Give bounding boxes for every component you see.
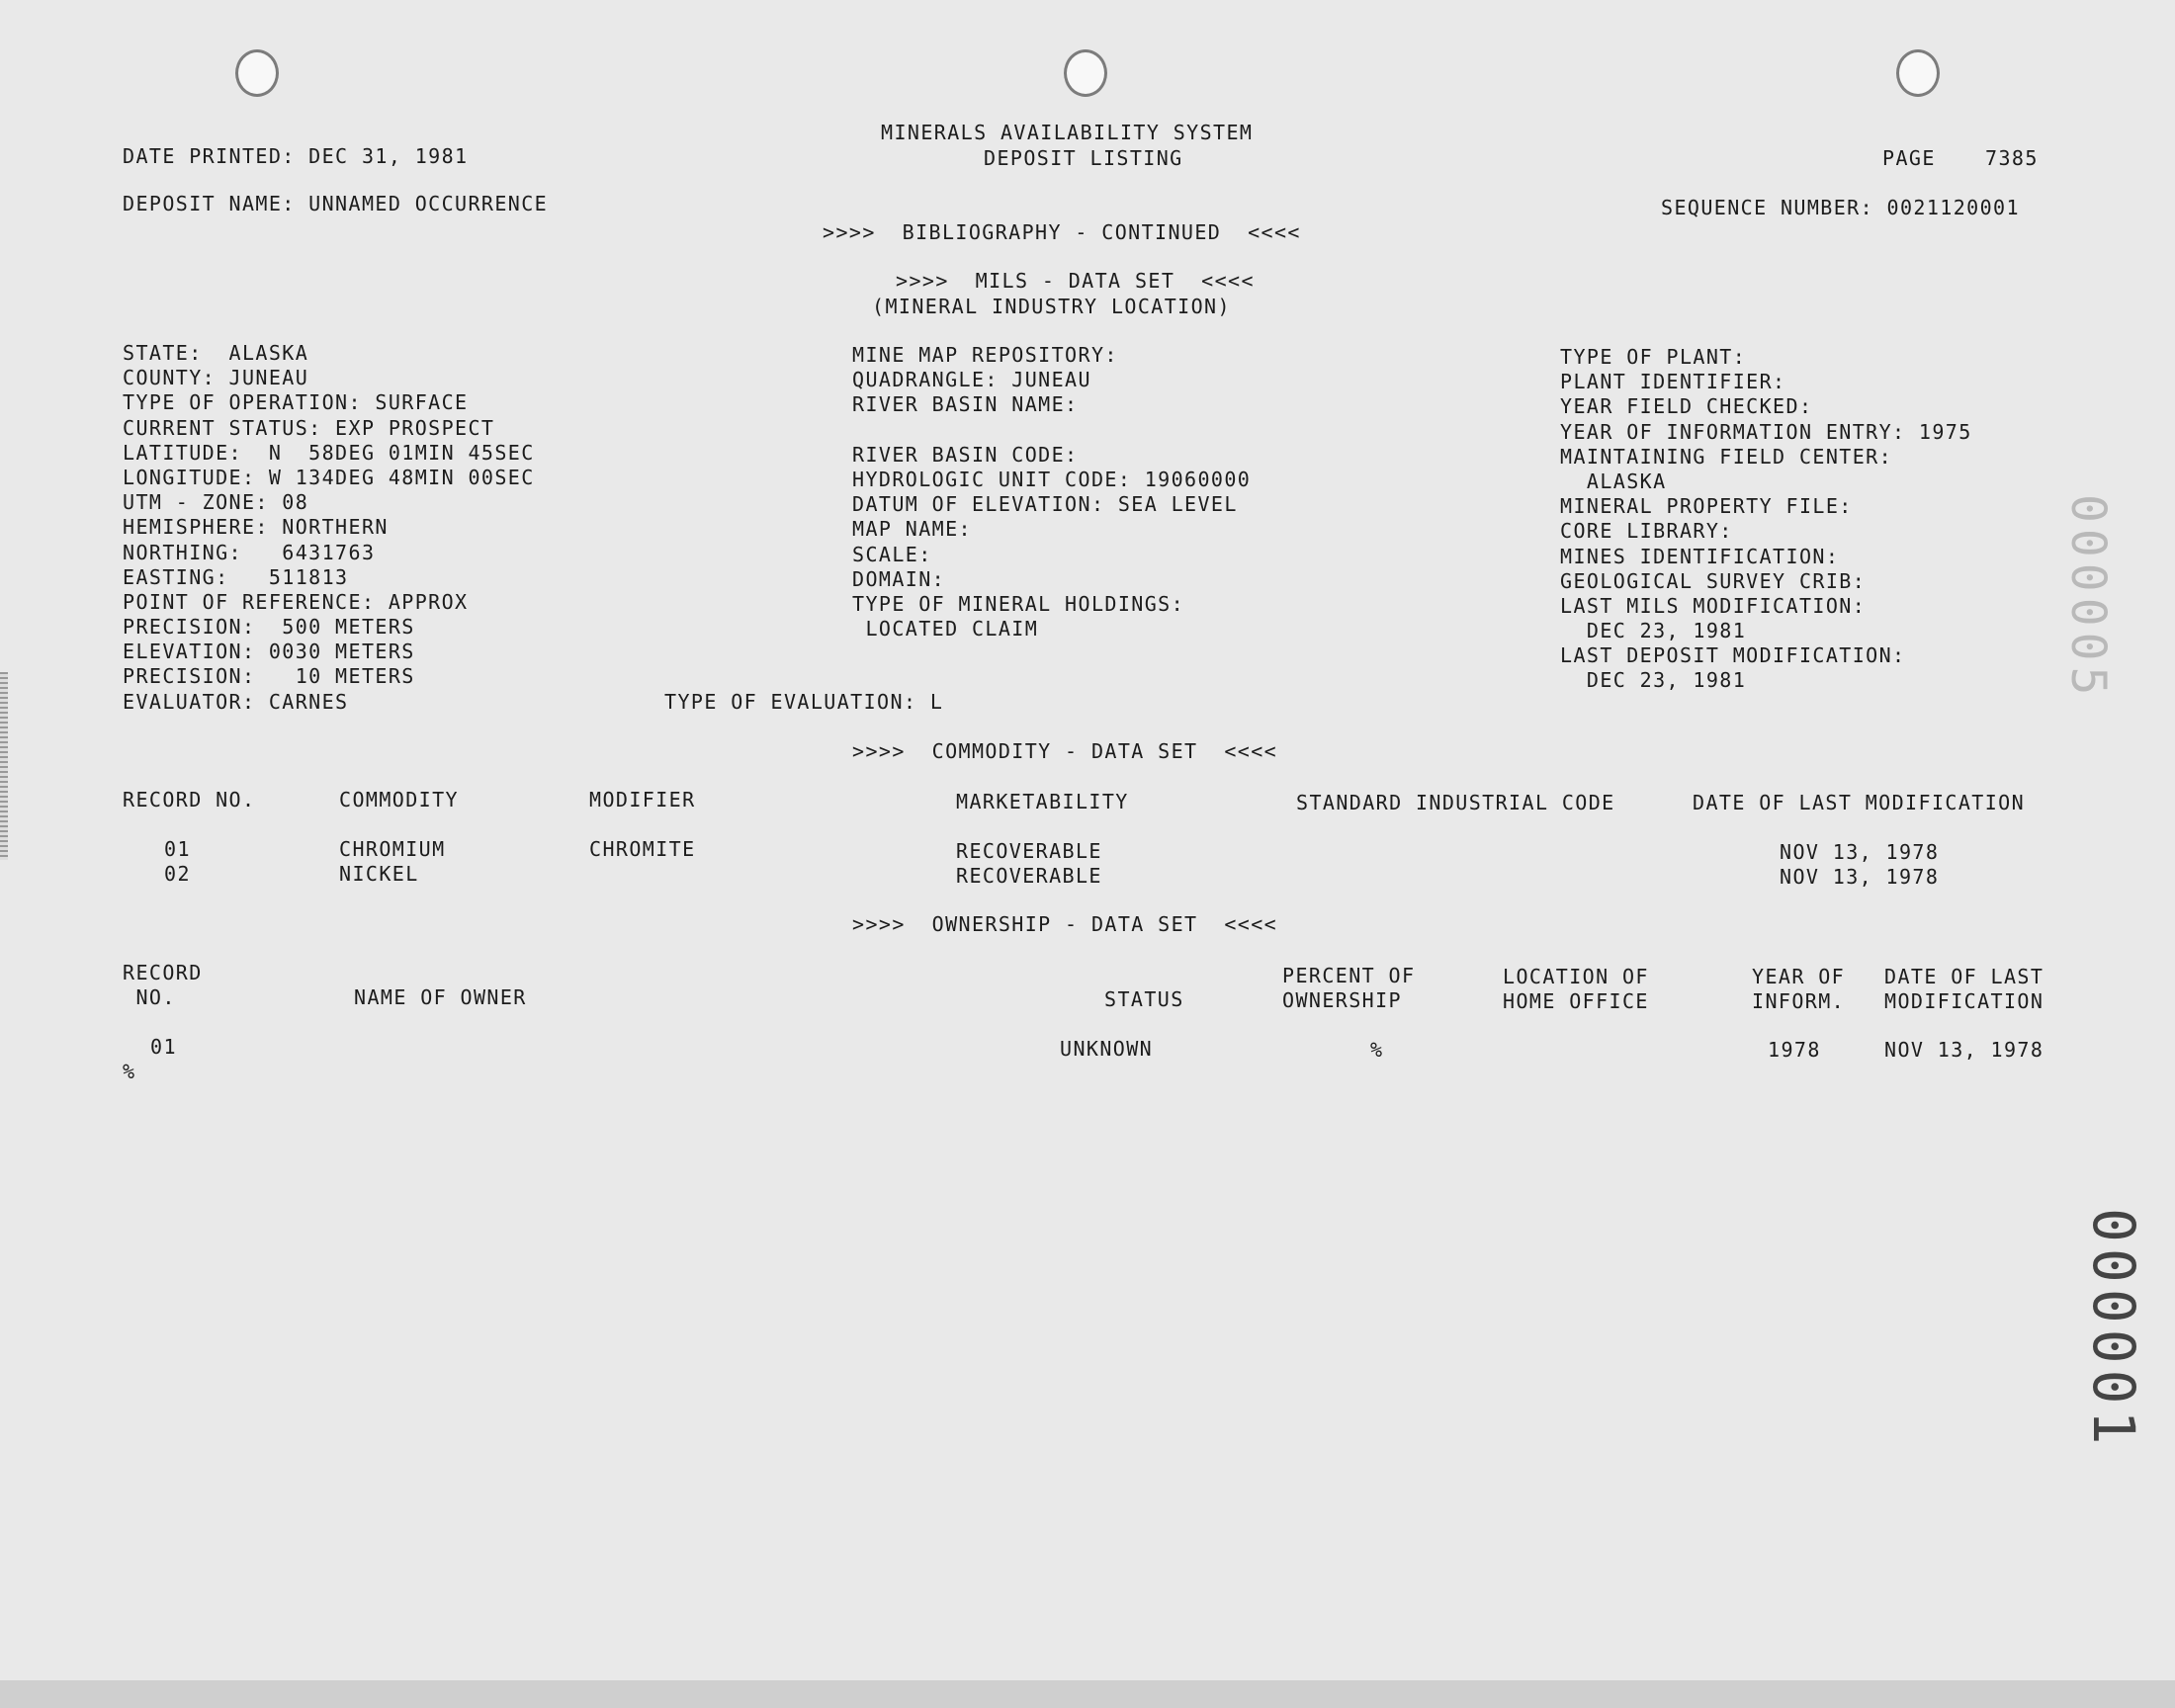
commodity-row-1-commodity: CHROMIUM [339,837,446,861]
mils-field: EVALUATOR: CARNES [123,689,349,714]
mils-right-column [1560,345,1972,694]
mils-field: LAST MILS MODIFICATION: [1560,593,1867,618]
mils-field: QUADRANGLE: JUNEAU [852,368,1091,392]
mils-field: SCALE: [852,542,932,566]
commodity-row-2-date: NOV 13, 1978 [1780,865,1940,889]
microfilm-frame-stamp: 000001 [2080,1208,2147,1451]
microfilm-frame-stamp-faint: 000005 [2060,494,2116,702]
mils-field: LAST DEPOSIT MODIFICATION: [1560,643,1906,668]
ownership-col-percent-2: OWNERSHIP [1282,988,1402,1012]
commodity-row-1-marketability: RECOVERABLE [956,839,1102,863]
mils-middle-column [852,343,1251,641]
ownership-col-location: LOCATION OF [1503,965,1649,988]
mils-field: MAP NAME: [852,517,972,542]
mils-field: DEC 23, 1981 [1560,668,1747,693]
mils-field: PRECISION: 500 METERS [123,615,415,640]
commodity-col-commodity: COMMODITY [339,788,459,811]
mils-field: RIVER BASIN CODE: [852,442,1079,467]
page-number: 7385 [1985,146,2039,170]
ownership-col-date: DATE OF LAST [1884,965,2044,988]
commodity-col-sic: STANDARD INDUSTRIAL CODE [1296,791,1615,814]
mils-field: CURRENT STATUS: EXP PROSPECT [123,415,495,440]
mils-field: COUNTY: JUNEAU [123,366,309,390]
mils-field: ELEVATION: 0030 METERS [123,640,415,664]
mils-field: STATE: ALASKA [123,341,309,365]
mils-field: LOCATED CLAIM [852,617,1039,641]
commodity-row-2-record: 02 [164,862,191,886]
ownership-row-record: 01 [150,1035,177,1059]
ownership-col-year: YEAR OF [1752,965,1846,988]
punch-hole-left [235,49,279,97]
ownership-heading: >>>> OWNERSHIP - DATA SET <<<< [852,912,1278,936]
mils-field: NORTHING: 6431763 [123,540,376,564]
commodity-row-1-date: NOV 13, 1978 [1780,840,1940,864]
sequence-number: SEQUENCE NUMBER: 0021120001 [1661,196,2020,219]
ownership-col-name: NAME OF OWNER [354,985,527,1009]
mils-field: HYDROLOGIC UNIT CODE: 19060000 [852,467,1252,491]
mils-left-column [123,341,535,715]
mils-field: TYPE OF PLANT: [1560,345,1747,369]
mils-field: LATITUDE: N 58DEG 01MIN 45SEC [123,440,535,465]
ownership-trailer: % [123,1060,136,1083]
commodity-col-modifier: MODIFIER [589,788,696,811]
mils-field: DOMAIN: [852,566,946,591]
listing-title: DEPOSIT LISTING [984,146,1183,170]
mils-field: YEAR FIELD CHECKED: [1560,394,1813,419]
mils-field: RIVER BASIN NAME: [852,392,1079,417]
mils-field: LONGITUDE: W 134DEG 48MIN 00SEC [123,465,535,489]
commodity-col-record: RECORD NO. [123,788,256,811]
mils-subheading: (MINERAL INDUSTRY LOCATION) [872,295,1231,318]
mils-field: DATUM OF ELEVATION: SEA LEVEL [852,492,1238,517]
punch-hole-right [1896,49,1940,97]
commodity-col-date: DATE OF LAST MODIFICATION [1693,791,2026,814]
commodity-row-2-marketability: RECOVERABLE [956,864,1102,888]
mils-heading: >>>> MILS - DATA SET <<<< [896,269,1255,293]
mils-field: MINES IDENTIFICATION: [1560,544,1840,568]
ownership-col-location-2: HOME OFFICE [1503,989,1649,1013]
ownership-col-date-2: MODIFICATION [1884,989,2044,1013]
ownership-col-status: STATUS [1104,987,1184,1011]
mils-field: YEAR OF INFORMATION ENTRY: 1975 [1560,419,1972,444]
mils-field [852,418,1251,443]
mils-field: ALASKA [1560,469,1667,493]
commodity-row-2-commodity: NICKEL [339,862,419,886]
commodity-heading: >>>> COMMODITY - DATA SET <<<< [852,739,1278,763]
commodity-row-1-modifier: CHROMITE [589,837,696,861]
mils-field: MINERAL PROPERTY FILE: [1560,494,1853,519]
ownership-row-year: 1978 [1768,1038,1821,1062]
mils-field: TYPE OF MINERAL HOLDINGS: [852,591,1185,616]
system-title: MINERALS AVAILABILITY SYSTEM [881,121,1254,144]
mils-field: MINE MAP REPOSITORY: [852,343,1118,367]
commodity-row-1-record: 01 [164,837,191,861]
type-of-evaluation: TYPE OF EVALUATION: L [664,690,944,714]
ownership-col-record-2: NO. [123,985,176,1009]
mils-field: CORE LIBRARY: [1560,519,1733,544]
ownership-col-record: RECORD [123,961,203,984]
mils-field: PRECISION: 10 METERS [123,664,415,689]
date-printed: DATE PRINTED: DEC 31, 1981 [123,144,469,168]
page-label: PAGE [1882,146,1936,170]
scan-left-edge [0,672,8,860]
deposit-name: DEPOSIT NAME: UNNAMED OCCURRENCE [123,192,549,215]
scan-bottom-edge [0,1680,2175,1708]
mils-field: PLANT IDENTIFIER: [1560,370,1786,394]
ownership-col-year-2: INFORM. [1752,989,1846,1013]
bibliography-heading: >>>> BIBLIOGRAPHY - CONTINUED <<<< [823,220,1301,244]
mils-field: MAINTAINING FIELD CENTER: [1560,444,1893,469]
commodity-col-marketability: MARKETABILITY [956,790,1129,813]
ownership-col-percent: PERCENT OF [1282,964,1416,987]
punch-hole-center [1064,49,1107,97]
mils-field: TYPE OF OPERATION: SURFACE [123,390,469,415]
mils-field: POINT OF REFERENCE: APPROX [123,589,469,614]
mils-field: GEOLOGICAL SURVEY CRIB: [1560,568,1867,593]
mils-field: UTM - ZONE: 08 [123,490,309,515]
mils-field: HEMISPHERE: NORTHERN [123,515,389,540]
mils-field: EASTING: 511813 [123,564,349,589]
mils-field: DEC 23, 1981 [1560,619,1747,643]
ownership-row-status: UNKNOWN [1060,1037,1154,1061]
ownership-row-percent: % [1370,1038,1384,1062]
ownership-row-date: NOV 13, 1978 [1884,1038,2044,1062]
